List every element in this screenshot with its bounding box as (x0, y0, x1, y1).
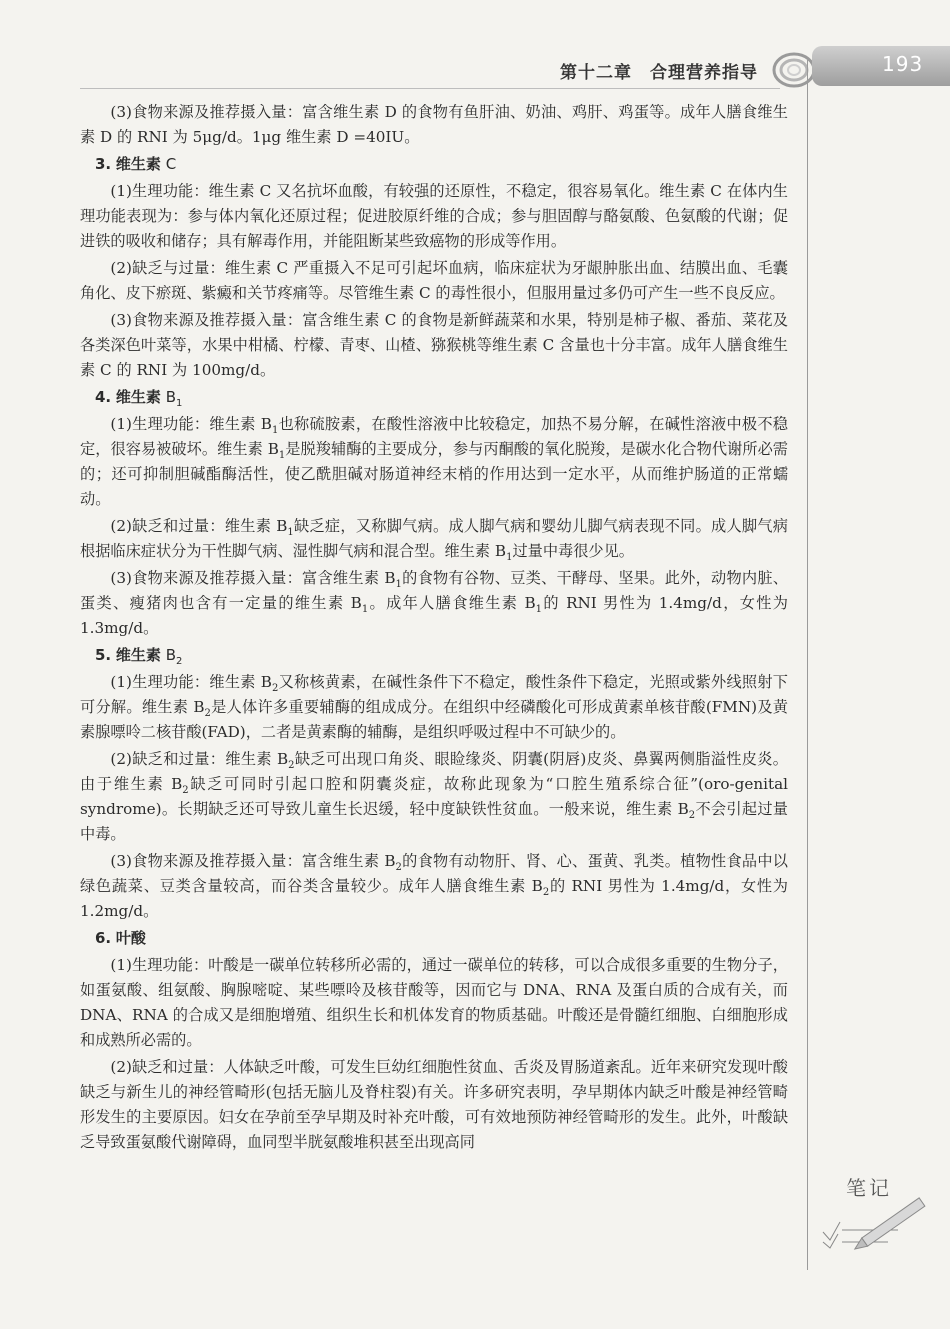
notes-margin (818, 1170, 933, 1250)
vitamin-b1-function-paragraph: (1)生理功能：维生素 $B_1$也称硫胺素，在酸性溶液中比较稳定，加热不易分解，在碱性溶液中极不稳定，很容易被破坏。维生素 $B_1$是脱羧辅酶的主要成分，参与丙酮酸的氧化脱羧，是碳水化合物代谢所必需的；还可抑制胆碱酯酶活性，使乙酰胆碱对肠道神经末梢的作用达到一定水平，从而维护肠道的正常蠕动。 (80, 415, 788, 508)
page-number: 193 (882, 52, 924, 76)
section-heading-vitamin-b2: 5. 维生素 $B_2$ (95, 646, 183, 667)
vitamin-c-deficiency-paragraph: (2)缺乏与过量：维生素 C 严重摄入不足可引起坏血病，临床症状为牙龈肿胀出血、结膜出血、毛囊角化、皮下瘀斑、紫癜和关节疼痛等。尽管维生素 C 的毒性很小，但服用量过多仍可产生一些不良反应。 (80, 259, 788, 302)
folate-deficiency-paragraph: (2)缺乏和过量：人体缺乏叶酸，可发生巨幼红细胞性贫血、舌炎及胃肠道紊乱。近年来研究发现叶酸缺乏与新生儿的神经管畸形(包括无脑儿及脊柱裂)有关。许多研究表明，孕早期体内缺乏叶酸是神经管畸形发生的主要原因。妇女在孕前至孕早期及时补充叶酸，可有效地预防神经管畸形的发生。此外，叶酸缺乏导致蛋氨酸代谢障碍，血同型半胱氨酸堆积甚至出现高同 (80, 1058, 788, 1151)
vitamin-d-sources-paragraph: (3)食物来源及推荐摄入量：富含维生素 D 的食物有鱼肝油、奶油、鸡肝、鸡蛋等。成年人膳食维生素 D 的 RNI 为 5μg/d。1μg 维生素 D =40IU。 (80, 103, 788, 146)
vitamin-b2-function-paragraph: (1)生理功能：维生素 $B_2$又称核黄素，在碱性条件下不稳定，酸性条件下稳定，光照或紫外线照射下可分解。维生素 $B_2$是人体许多重要辅酶的组成成分。在组织中经磷酸化可形成黄素单核苷酸(FMN)及黄素腺嘌呤二核苷酸(FAD)，二者是黄素酶的辅酶，是组织呼吸过程中不可缺少的。 (80, 673, 788, 741)
vitamin-b2-sources-paragraph: (3)食物来源及推荐摄入量：富含维生素 $B_2$的食物有动物肝、肾、心、蛋黄、乳类。植物性食品中以绿色蔬菜、豆类含量较高，而谷类含量较少。成年人膳食维生素 $B_2$的 RNI 男性为 1.4mg/d，女性为 1.2mg/d。 (80, 852, 788, 920)
vitamin-b1-deficiency-paragraph: (2)缺乏和过量：维生素 $B_1$缺乏症，又称脚气病。成人脚气病和婴幼儿脚气病表现不同。成人脚气病根据临床症状分为干性脚气病、湿性脚气病和混合型。维生素 $B_1$过量中毒很少见。 (80, 517, 788, 564)
section-heading-folate: 6. 叶酸 (95, 929, 146, 947)
section-heading-vitamin-b1: 4. 维生素 $B_1$ (95, 388, 183, 409)
folate-function-paragraph: (1)生理功能：叶酸是一碳单位转移所必需的，通过一碳单位的转移，可以合成很多重要的生物分子，如蛋氨酸、组氨酸、胸腺嘧啶、某些嘌呤及核苷酸等，因而它与 DNA、RNA 及蛋白质的合成有关，而 DNA、RNA 的合成又是细胞增殖、组织生长和机体发育的物质基础。叶酸还是骨髓红细胞、白细胞形成和成熟所必需的。 (80, 956, 788, 1049)
chapter-title: 第十二章 合理营养指导 (560, 63, 758, 83)
notes-label: 笔记 (846, 1176, 892, 1200)
body-text (80, 100, 788, 1157)
header-divider (80, 88, 780, 89)
vitamin-b1-sources-paragraph: (3)食物来源及推荐摄入量：富含维生素 $B_1$的食物有谷物、豆类、干酵母、坚果。此外，动物内脏、蛋类、瘦猪肉也含有一定量的维生素 $B_1$。成年人膳食维生素 $B_1$的 RNI 男性为 1.4mg/d，女性为 1.3mg/d。 (80, 569, 788, 637)
page-number-tab (812, 46, 950, 86)
margin-divider (807, 60, 808, 1270)
vitamin-c-function-paragraph: (1)生理功能：维生素 C 又名抗坏血酸，有较强的还原性，不稳定，很容易氧化。维生素 C 在体内生理功能表现为：参与体内氧化还原过程；促进胶原纤维的合成；参与胆固醇与酪氨酸、色氨酸的代谢；促进铁的吸收和储存；具有解毒作用，并能阻断某些致癌物的形成等作用。 (80, 182, 788, 250)
vitamin-b2-deficiency-paragraph: (2)缺乏和过量：维生素 $B_2$缺乏可出现口角炎、眼睑缘炎、阴囊(阴唇)皮炎、鼻翼两侧脂溢性皮炎。由于维生素 $B_2$缺乏可同时引起口腔和阴囊炎症，故称此现象为“口腔生殖系综合征”(oro-genital syndrome)。长期缺乏还可导致儿童生长迟缓，轻中度缺铁性贫血。一般来说，维生素 $B_2$不会引起过量中毒。 (80, 750, 788, 843)
section-heading-vitamin-c: 3. 维生素 C (95, 155, 177, 173)
vitamin-c-sources-paragraph: (3)食物来源及推荐摄入量：富含维生素 C 的食物是新鲜蔬菜和水果，特别是柿子椒、番茄、菜花及各类深色叶菜等，水果中柑橘、柠檬、青枣、山楂、猕猴桃等维生素 C 含量也十分丰富。成年人膳食维生素 C 的 RNI 为 100mg/d。 (80, 311, 788, 379)
